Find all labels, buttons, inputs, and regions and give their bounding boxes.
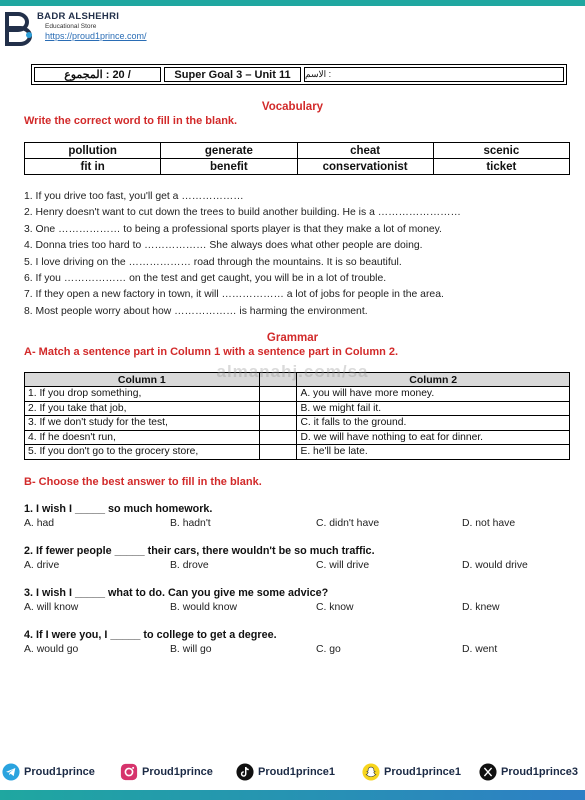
mcq-stem: 2. If fewer people _____ their cars, there wouldn't be so much traffic.: [24, 545, 375, 557]
brand-url-link[interactable]: https://proud1prince.com/: [45, 31, 147, 41]
mcq-option[interactable]: C. know: [316, 602, 354, 613]
matching-table: [24, 372, 570, 460]
mcq-option[interactable]: A. drive: [24, 560, 60, 571]
instagram-icon: [120, 763, 138, 781]
answer-blank[interactable]: [259, 445, 297, 460]
brand-subtitle: Educational Store: [45, 22, 97, 30]
social-snapchat[interactable]: [362, 763, 461, 781]
mcq-option[interactable]: B. drove: [170, 560, 209, 571]
vocab-question: 6. If you ……………… on the test and get caught, you will be in a lot of trouble.: [24, 272, 387, 284]
vocab-question: 8. Most people worry about how ……………… is harming the environment.: [24, 305, 368, 317]
social-tiktok[interactable]: [236, 763, 335, 781]
watermark: almanahj.com/sa: [216, 362, 369, 381]
top-stripe: [0, 0, 585, 6]
column-2-cell: A. you will have more money.: [297, 387, 570, 402]
mcq-question: [24, 587, 574, 616]
vocab-question: 2. Henry doesn't want to cut down the trees to build another building. He is a ……………………: [24, 207, 461, 219]
social-label: Proud1prince1: [258, 766, 336, 778]
word-bank-cell: fit in: [25, 159, 161, 175]
social-label: Proud1prince: [142, 766, 213, 778]
vocabulary-title: Vocabulary: [261, 101, 324, 113]
column-1-cell: 3. If we don't study for the test,: [25, 416, 260, 431]
snapchat-icon: [362, 763, 380, 781]
word-bank-cell: generate: [161, 143, 297, 159]
total-score-field: / 20 : المجموع: [34, 67, 161, 82]
mcq-question: [24, 503, 574, 532]
column-2-cell: B. we might fail it.: [297, 401, 570, 416]
mcq-stem: 1. I wish I _____ so much homework.: [24, 503, 213, 515]
social-instagram[interactable]: [120, 763, 213, 781]
vocabulary-instruction: Write the correct word to fill in the blank.: [24, 115, 238, 127]
word-bank-cell: ticket: [433, 159, 569, 175]
grammar-instruction-b: B- Choose the best answer to fill in the blank.: [24, 476, 262, 488]
vocab-question: 7. If they open a new factory in town, it will ……………… a lot of jobs for people in the area.: [24, 289, 444, 301]
column-1-cell: 4. If he doesn't run,: [25, 430, 260, 445]
mcq-option[interactable]: C. will drive: [316, 560, 370, 571]
vocab-question: 4. Donna tries too hard to ……………… She always does what other people are doing.: [24, 240, 423, 252]
brand-name: BADR ALSHEHRI: [37, 11, 120, 22]
mcq-option[interactable]: B. will go: [170, 644, 212, 655]
grammar-title: Grammar: [266, 332, 319, 344]
word-bank-cell: conservationist: [297, 159, 433, 175]
social-x[interactable]: [479, 763, 578, 781]
table-row: [25, 445, 570, 460]
table-row: [25, 416, 570, 431]
social-label: Proud1prince1: [384, 766, 462, 778]
answer-blank[interactable]: [259, 430, 297, 445]
brand-logo-icon: [4, 12, 34, 46]
column-2-header: Column 2: [297, 373, 570, 387]
table-row: [25, 430, 570, 445]
student-name-field[interactable]: : الاسم: [304, 67, 564, 82]
social-label: Proud1prince: [24, 766, 95, 778]
social-label: Proud1prince3: [501, 766, 579, 778]
vocab-question: 3. One ……………… to being a professional sports player is that they make a lot of money.: [24, 223, 442, 235]
column-1-cell: 5. If you don't go to the grocery store,: [25, 445, 260, 460]
column-1-cell: 1. If you drop something,: [25, 387, 260, 402]
column-2-cell: C. it falls to the ground.: [297, 416, 570, 431]
mcq-option[interactable]: D. went: [462, 644, 498, 655]
mcq-option[interactable]: C. go: [316, 644, 341, 655]
mcq-question: [24, 545, 574, 574]
word-bank-table: [24, 142, 570, 175]
mcq-stem: 3. I wish I _____ what to do. Can you give me some advice?: [24, 587, 329, 599]
mcq-option[interactable]: D. would drive: [462, 560, 528, 571]
column-2-cell: E. he'll be late.: [297, 445, 570, 460]
mcq-stem: 4. If I were you, I _____ to college to get a degree.: [24, 629, 277, 641]
brand-header: [4, 12, 147, 46]
mcq-option[interactable]: A. had: [24, 518, 55, 529]
mcq-option[interactable]: A. would go: [24, 644, 79, 655]
social-footer: [0, 760, 585, 786]
mcq-option[interactable]: C. didn't have: [316, 518, 380, 529]
table-row: [25, 387, 570, 402]
mcq-option[interactable]: A. will know: [24, 602, 79, 613]
worksheet-title: Super Goal 3 – Unit 11: [164, 67, 301, 82]
tiktok-icon: [236, 763, 254, 781]
column-2-cell: D. we will have nothing to eat for dinner.: [297, 430, 570, 445]
column-1-cell: 2. If you take that job,: [25, 401, 260, 416]
word-bank-cell: benefit: [161, 159, 297, 175]
vocab-question: 1. If you drive too fast, you'll get a ………………: [24, 191, 244, 202]
mcq-option[interactable]: D. knew: [462, 602, 500, 613]
worksheet-header: [31, 64, 567, 85]
telegram-icon: [2, 763, 20, 781]
column-1-header: Column 1: [25, 373, 260, 387]
answer-blank[interactable]: [259, 416, 297, 431]
mcq-option[interactable]: D. not have: [462, 518, 516, 529]
grammar-instruction-a: A- Match a sentence part in Column 1 with a sentence part in Column 2.: [24, 346, 399, 358]
word-bank-cell: pollution: [25, 143, 161, 159]
answer-column-header: [259, 373, 297, 387]
vocabulary-questions: [24, 189, 574, 320]
mcq-option[interactable]: B. would know: [170, 602, 237, 613]
bottom-stripe: [0, 790, 585, 800]
x-icon: [479, 763, 497, 781]
word-bank-cell: scenic: [433, 143, 569, 159]
word-bank-cell: cheat: [297, 143, 433, 159]
answer-blank[interactable]: [259, 387, 297, 402]
answer-blank[interactable]: [259, 401, 297, 416]
mcq-option[interactable]: B. hadn't: [170, 518, 211, 529]
vocab-question: 5. I love driving on the ……………… road through the mountains. It is so beautiful.: [24, 256, 402, 268]
table-row: [25, 401, 570, 416]
social-telegram[interactable]: [2, 763, 95, 781]
mcq-question: [24, 629, 574, 658]
